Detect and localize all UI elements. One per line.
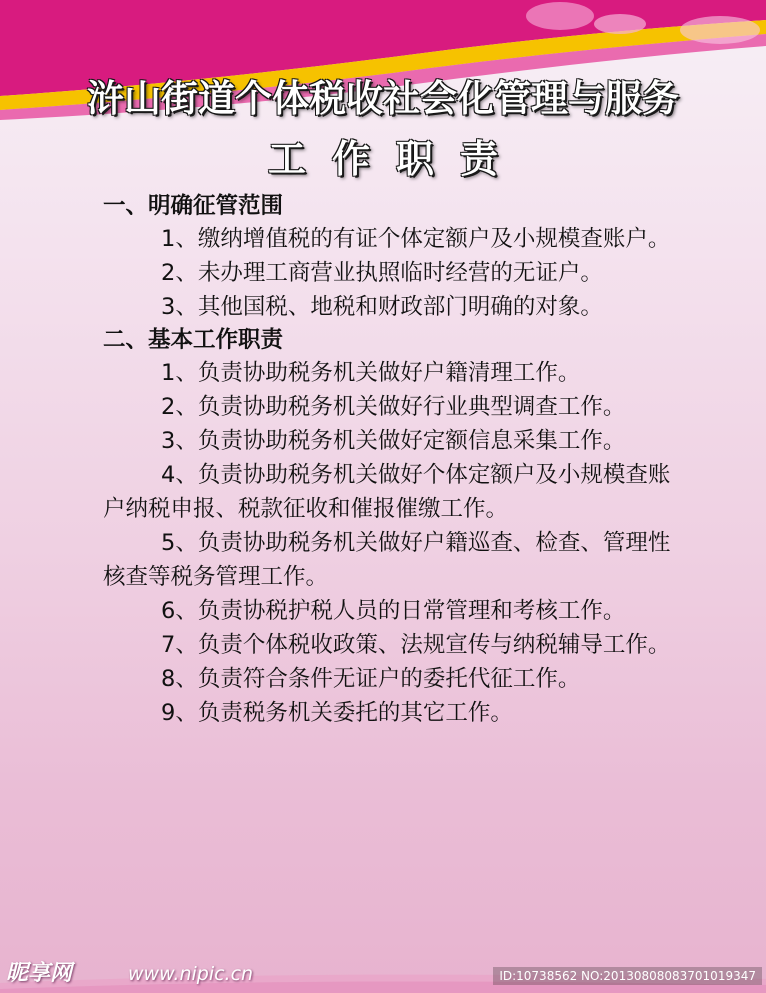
section-duties	[103, 324, 683, 730]
watermark-logo: 昵享网	[6, 961, 73, 986]
list-item: 1、缴纳增值税的有证个体定额户及小规模查账户。	[161, 226, 671, 252]
list-item: 2、未办理工商营业执照临时经营的无证户。	[161, 260, 603, 286]
section-scope	[103, 190, 683, 324]
list-item: 4、负责协助税务机关做好个体定额户及小规模查账户纳税申报、税款征收和催报催缴工作。	[103, 462, 671, 522]
section-heading: 二、基本工作职责	[103, 327, 284, 353]
page-subtitle: 工作职责	[267, 137, 524, 181]
list-item: 3、其他国税、地税和财政部门明确的对象。	[161, 294, 603, 320]
list-item: 9、负责税务机关委托的其它工作。	[161, 700, 513, 726]
list-item: 1、负责协助税务机关做好户籍清理工作。	[161, 360, 581, 386]
list-item: 3、负责协助税务机关做好定额信息采集工作。	[161, 428, 626, 454]
list-item: 8、负责符合条件无证户的委托代征工作。	[161, 666, 581, 692]
watermark-id: ID:10738562 NO:20130808083701019347	[493, 967, 762, 985]
list-item: 6、负责协税护税人员的日常管理和考核工作。	[161, 598, 626, 624]
page-title: 浒山街道个体税收社会化管理与服务	[87, 77, 679, 120]
watermark-url: www.nipic.cn	[128, 963, 254, 985]
list-item: 7、负责个体税收政策、法规宣传与纳税辅导工作。	[161, 632, 671, 658]
list-item: 2、负责协助税务机关做好行业典型调查工作。	[161, 394, 626, 420]
section-heading: 一、明确征管范围	[103, 193, 284, 219]
content-body	[103, 190, 683, 730]
list-item: 5、负责协助税务机关做好户籍巡查、检查、管理性核查等税务管理工作。	[103, 530, 671, 590]
